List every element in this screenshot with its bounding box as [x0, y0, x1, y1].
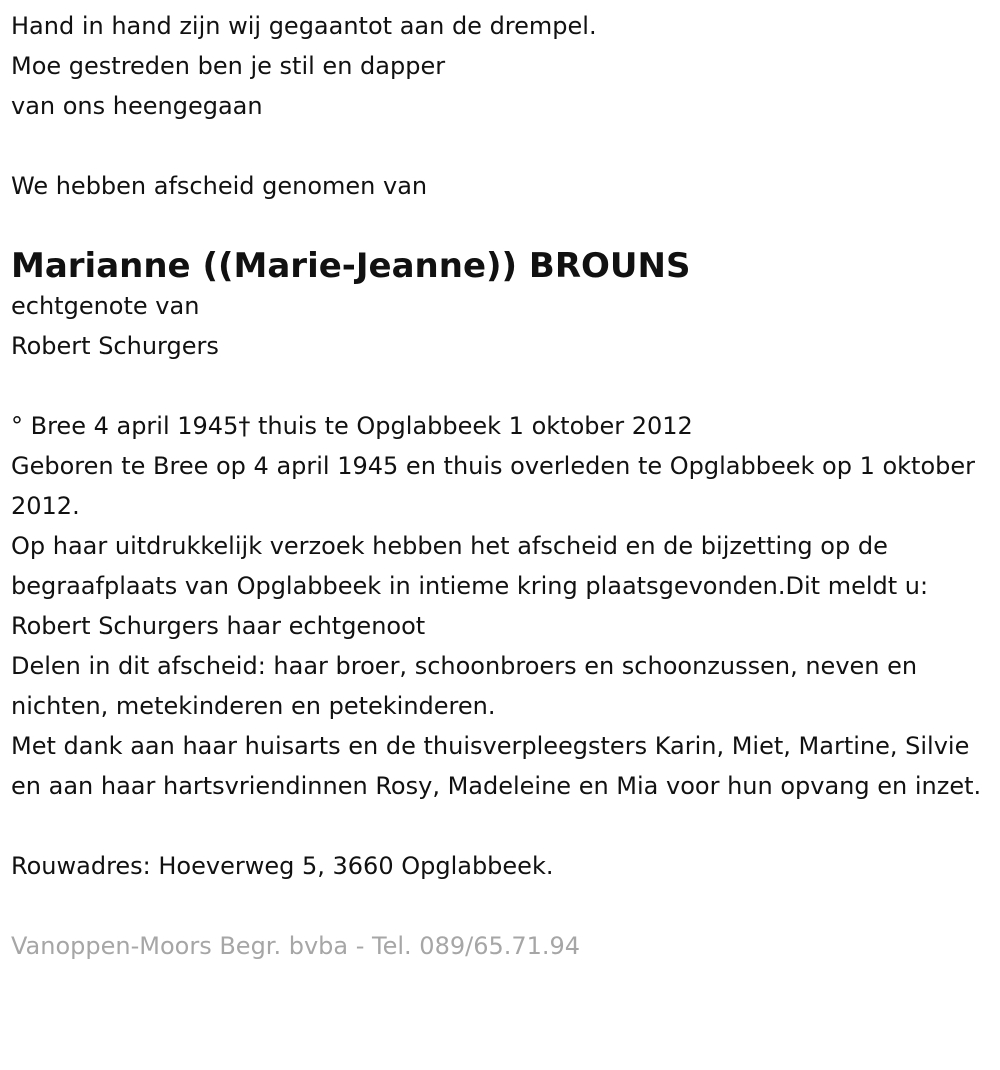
spacer [11, 126, 996, 166]
mourning-address: Rouwadres: Hoeverweg 5, 3660 Opglabbeek. [11, 852, 554, 880]
body-paragraph-announcer: Robert Schurgers haar echtgenoot [11, 612, 426, 640]
spacer [11, 366, 996, 406]
spouse-name: Robert Schurgers [11, 332, 219, 360]
funeral-home-credit: Vanoppen-Moors Begr. bvba - Tel. 089/65.71.94 [11, 932, 581, 960]
poem-line: van ons heengegaan [11, 92, 263, 120]
intro-text: We hebben afscheid genomen van [11, 172, 428, 200]
poem-line: Hand in hand zijn wij gegaantot aan de drempel. [11, 12, 597, 40]
deceased-name: Marianne ((Marie-Jeanne)) BROUNS [11, 246, 691, 286]
spacer [11, 806, 996, 846]
spouse-label: echtgenote van [11, 292, 200, 320]
body-paragraph-thanks: Met dank aan haar huisarts en de thuisverpleegsters Karin, Miet, Martine, Silvie en aan haar hartsvriendinnen Rosy, Madeleine en Mia voor hun opvang en inzet. [11, 732, 982, 800]
death-notice [11, 6, 996, 966]
body-paragraph-farewell: Op haar uitdrukkelijk verzoek hebben het afscheid en de bijzetting op de begraafplaats van Opglabbeek in intieme kring plaatsgevonden.Dit meldt u: [11, 532, 929, 600]
poem-line: Moe gestreden ben je stil en dapper [11, 52, 446, 80]
birth-death-dates: ° Bree 4 april 1945† thuis te Opglabbeek 1 oktober 2012 [11, 412, 693, 440]
body-paragraph-birth-death: Geboren te Bree op 4 april 1945 en thuis overleden te Opglabbeek op 1 oktober 2012. [11, 452, 976, 520]
body-paragraph-family: Delen in dit afscheid: haar broer, schoonbroers en schoonzussen, neven en nichten, metekinderen en petekinderen. [11, 652, 918, 720]
spacer [11, 886, 996, 926]
